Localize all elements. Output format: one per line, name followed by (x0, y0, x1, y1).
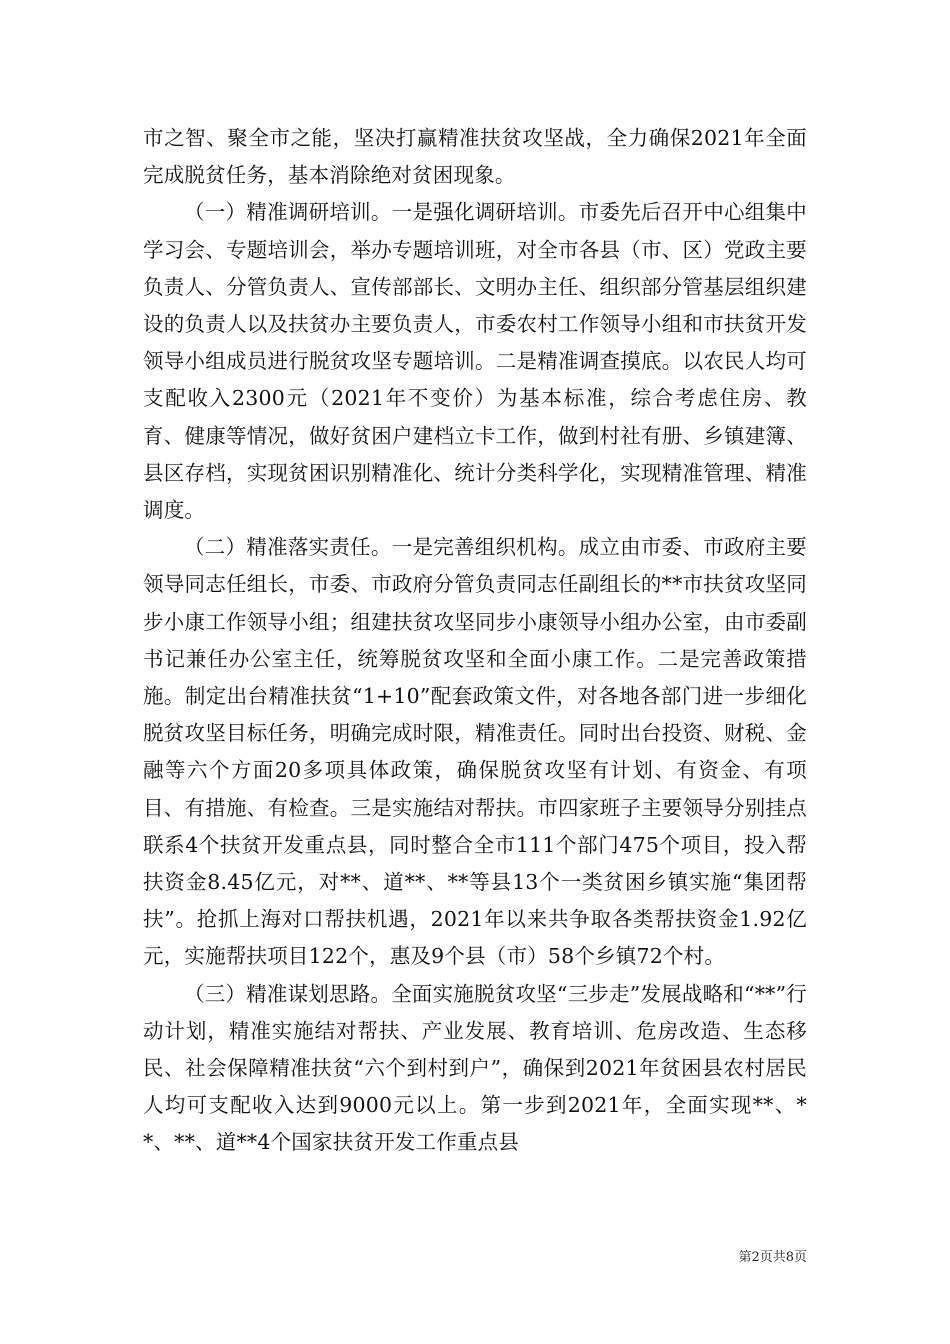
paragraph-continuation: 市之智、聚全市之能，坚决打赢精准扶贫攻坚战，全力确保2021年全面完成脱贫任务，基本消除绝对贫困现象。 (143, 126, 807, 188)
document-body (143, 120, 807, 1162)
paragraph-precise-research-training: （一）精准调研培训。一是强化调研培训。市委先后召开中心组集中学习会、专题培训会，举办专题培训班，对全市各县（市、区）党政主要负责人、分管负责人、宣传部部长、文明办主任、组织部分管基层组织建设的负责人以及扶贫办主要负责人，市委农村工作领导小组和市扶贫开发领导小组成员进行脱贫攻坚专题培训。二是精准调查摸底。以农民人均可支配收入2300元（2021年不变价）为基本标准，综合考虑住房、教育、健康等情况，做好贫困户建档立卡工作，做到村社有册、乡镇建簿、县区存档，实现贫困识别精准化、统计分类科学化，实现精准管理、精准调度。 (143, 200, 807, 523)
paragraph-precise-planning: （三）精准谋划思路。全面实施脱贫攻坚“三步走”发展战略和“**”行动计划，精准实施结对帮扶、产业发展、教育培训、危房改造、生态移民、社会保障精准扶贫“六个到村到户”，确保到2021年贫困县农村居民人均可支配收入达到9000元以上。第一步到2021年，全面实现**、**、**、道**4个国家扶贫开发工作重点县 (143, 981, 807, 1155)
page-number-footer: 第2页共8页 (738, 1250, 807, 1265)
paragraph-precise-responsibility: （二）精准落实责任。一是完善组织机构。成立由市委、市政府主要领导同志任组长，市委、市政府分管负责同志任副组长的**市扶贫攻坚同步小康工作领导小组；组建扶贫攻坚同步小康领导小组办公室，由市委副书记兼任办公室主任，统筹脱贫攻坚和全面小康工作。二是完善政策措施。制定出台精准扶贫“1+10”配套政策文件，对各地各部门进一步细化脱贫攻坚目标任务，明确完成时限，精准责任。同时出台投资、财税、金融等六个方面20多项具体政策，确保脱贫攻坚有计划、有资金、有项目、有措施、有检查。三是实施结对帮扶。市四家班子主要领导分别挂点联系4个扶贫开发重点县，同时整合全市111个部门475个项目，投入帮扶资金8.45亿元，对**、道**、**等县13个一类贫困乡镇实施“集团帮扶”。抢抓上海对口帮扶机遇，2021年以来共争取各类帮扶资金1.92亿元，实施帮扶项目122个，惠及9个县（市）58个乡镇72个村。 (143, 535, 807, 969)
